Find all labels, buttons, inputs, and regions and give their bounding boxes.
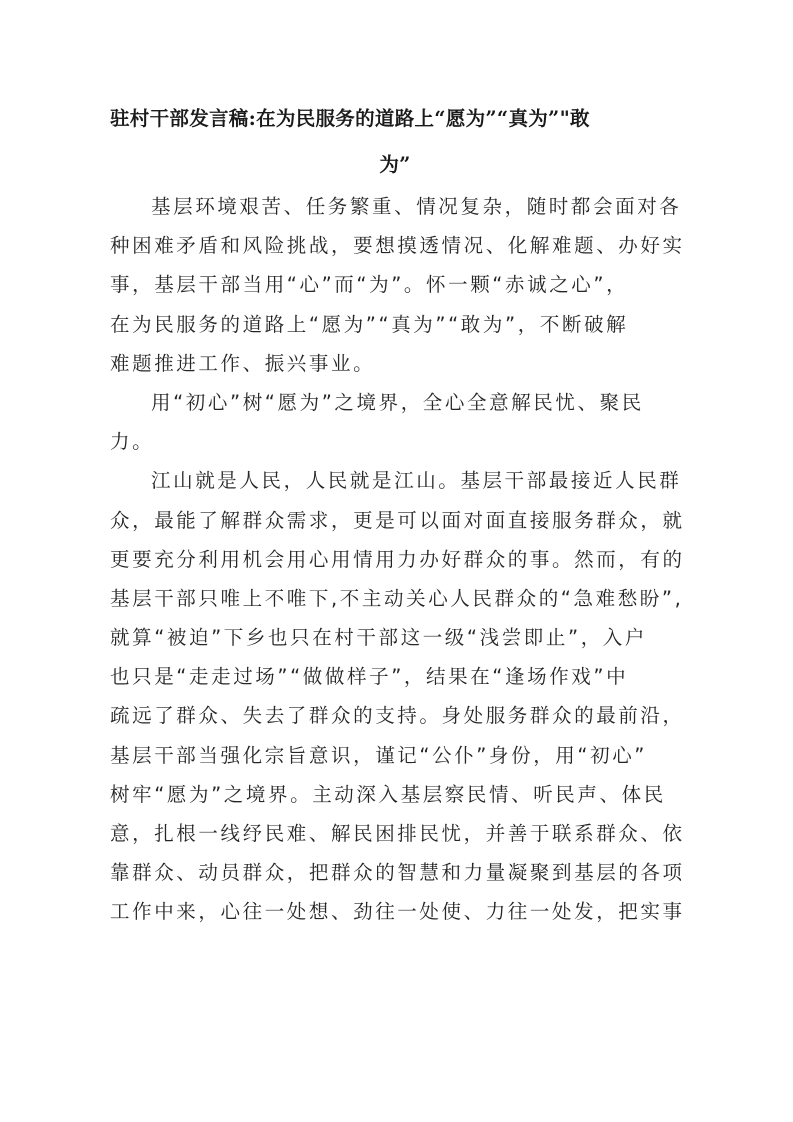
text-line: 基层干部只唯上不唯下,不主动关心人民群众的“急难愁盼”, [110, 586, 684, 610]
document-title [110, 96, 680, 188]
title-line: 为” [379, 153, 411, 176]
paragraph [110, 461, 685, 931]
text-line: 意，扎根一线纾民难、解民困排民忧，并善于联系群众、依 [110, 822, 685, 845]
text-line: 更要充分利用机会用心用情用力办好群众的事。然而，有的 [110, 547, 685, 571]
text-line: 工作中来，心往一处想、劲往一处使、力往一处发，把实事 [110, 900, 685, 924]
text-line: 江山就是人民，人民就是江山。基层干部最接近人民群 [151, 469, 682, 493]
text-line: 就算“被迫”下乡也只在村干部这一级“浅尝即止”，入户 [110, 626, 648, 650]
text-line: 事，基层干部当用“心”而“为”。怀一颗“赤诚之心”， [110, 273, 629, 297]
title-line: 驻村干部发言稿:在为民服务的道路上“愿为”“真为”"敢 [110, 107, 590, 130]
text-line: 难题推进工作、振兴事业。 [110, 351, 376, 375]
text-line: 种困难矛盾和风险挑战，要想摸透情况、化解难题、办好实 [110, 234, 685, 258]
text-line: 基层环境艰苦、任务繁重、情况复杂，随时都会面对各 [151, 195, 682, 218]
text-line: 用“初心”树“愿为”之境界，全心全意解民忧、聚民 [151, 390, 644, 414]
text-line: 众，最能了解群众需求，更是可以面对面直接服务群众，就 [110, 508, 685, 532]
document-body [110, 187, 685, 932]
text-line: 力。 [110, 430, 155, 454]
text-line: 靠群众、动员群众，把群众的智慧和力量凝聚到基层的各项 [110, 861, 685, 885]
text-line: 疏远了群众、失去了群众的支持。身处服务群众的最前沿， [110, 704, 685, 728]
text-line: 也只是“走走过场”“做做样子”，结果在“逢场作戏”中 [110, 665, 629, 689]
text-line: 基层干部当强化宗旨意识，谨记“公仆”身份，用“初心” [110, 743, 648, 767]
text-line: 在为民服务的道路上“愿为”“真为”“敢为”，不断破解 [110, 312, 629, 336]
text-line: 树牢“愿为”之境界。主动深入基层察民情、听民声、体民 [110, 782, 666, 806]
paragraph [110, 383, 680, 461]
paragraph [110, 187, 685, 383]
